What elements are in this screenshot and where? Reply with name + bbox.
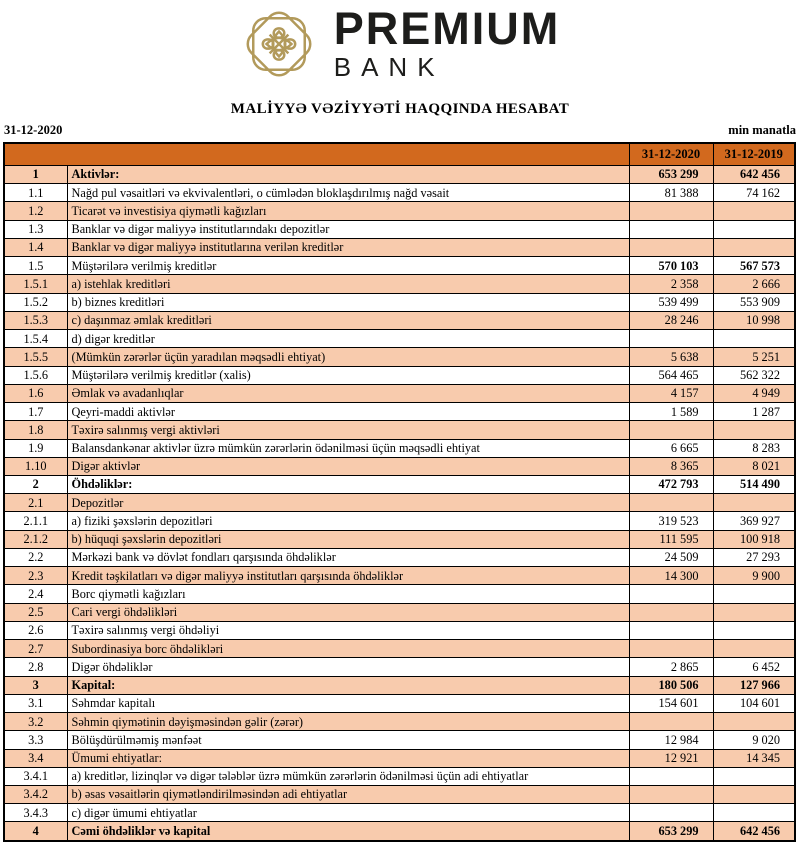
row-number: 2.8 [4, 658, 67, 676]
value-2019 [713, 238, 795, 256]
value-2019: 27 293 [713, 548, 795, 566]
value-2020: 2 358 [629, 275, 713, 293]
row-number: 2.1.2 [4, 530, 67, 548]
value-2020: 12 921 [629, 749, 713, 767]
value-2020 [629, 713, 713, 731]
table-row [4, 785, 795, 803]
row-number: 2.5 [4, 603, 67, 621]
row-label: Öhdəliklər: [67, 475, 629, 493]
value-2019: 9 020 [713, 731, 795, 749]
row-label: Təxirə salınmış vergi aktivləri [67, 421, 629, 439]
row-number: 1.6 [4, 384, 67, 402]
value-2020: 653 299 [629, 166, 713, 184]
row-label: Subordinasiya borc öhdəlikləri [67, 640, 629, 658]
value-2019 [713, 767, 795, 785]
value-2020 [629, 238, 713, 256]
table-row [4, 567, 795, 585]
value-2020: 14 300 [629, 567, 713, 585]
row-label: Kapital: [67, 676, 629, 694]
table-row [4, 640, 795, 658]
row-number: 3.1 [4, 694, 67, 712]
table-row [4, 767, 795, 785]
table-row [4, 585, 795, 603]
value-2020: 12 984 [629, 731, 713, 749]
table-row [4, 749, 795, 767]
value-2019: 104 601 [713, 694, 795, 712]
value-2019: 2 666 [713, 275, 795, 293]
value-2019: 8 021 [713, 457, 795, 475]
table-row [4, 439, 795, 457]
row-label: Ümumi ehtiyatlar: [67, 749, 629, 767]
row-label: Aktivlər: [67, 166, 629, 184]
table-row [4, 330, 795, 348]
row-number: 3.4 [4, 749, 67, 767]
row-number: 1 [4, 166, 67, 184]
report-meta [4, 123, 796, 138]
row-number: 1.9 [4, 439, 67, 457]
row-number: 2.1.1 [4, 512, 67, 530]
row-number: 2.1 [4, 494, 67, 512]
row-label: Cəmi öhdəliklər və kapital [67, 822, 629, 841]
row-number: 1.5 [4, 257, 67, 275]
row-label: b) hüquqi şəxslərin depozitləri [67, 530, 629, 548]
value-2019 [713, 421, 795, 439]
row-label: Borc qiymətli kağızları [67, 585, 629, 603]
table-row [4, 658, 795, 676]
table-row [4, 822, 795, 841]
row-label: Cari vergi öhdəlikləri [67, 603, 629, 621]
row-number: 1.4 [4, 238, 67, 256]
value-2019: 10 998 [713, 311, 795, 329]
value-2020: 6 665 [629, 439, 713, 457]
value-2020: 81 388 [629, 184, 713, 202]
row-number: 1.8 [4, 421, 67, 439]
value-2020 [629, 767, 713, 785]
row-label: Səhmdar kapitalı [67, 694, 629, 712]
row-label: Depozitlər [67, 494, 629, 512]
value-2020 [629, 330, 713, 348]
table-row [4, 384, 795, 402]
value-2019: 642 456 [713, 166, 795, 184]
row-number: 2.4 [4, 585, 67, 603]
table-row [4, 603, 795, 621]
row-label: b) əsas vəsaitlərin qiymətləndirilməsindən adi ehtiyatlar [67, 785, 629, 803]
premium-bank-knot-icon [240, 4, 318, 84]
table-row [4, 475, 795, 493]
value-2020 [629, 603, 713, 621]
brand-name: PREMIUM [333, 3, 561, 54]
table-row [4, 713, 795, 731]
row-label: Əmlak və avadanlıqlar [67, 384, 629, 402]
row-number: 1.5.5 [4, 348, 67, 366]
row-number: 1.1 [4, 184, 67, 202]
row-label: (Mümkün zərərlər üçün yaradılan məqsədli ehtiyat) [67, 348, 629, 366]
value-2020: 5 638 [629, 348, 713, 366]
row-number: 1.5.2 [4, 293, 67, 311]
brand-text [333, 3, 561, 82]
row-label: c) daşınmaz əmlak kreditləri [67, 311, 629, 329]
row-label: d) digər kreditlər [67, 330, 629, 348]
row-number: 4 [4, 822, 67, 841]
financial-position-table [3, 142, 796, 842]
table-row [4, 676, 795, 694]
value-2019 [713, 804, 795, 822]
table-row [4, 311, 795, 329]
value-2019: 9 900 [713, 567, 795, 585]
value-2019: 642 456 [713, 822, 795, 841]
value-2020: 111 595 [629, 530, 713, 548]
value-2020: 4 157 [629, 384, 713, 402]
row-label: Bölüşdürülməmiş mənfəət [67, 731, 629, 749]
value-2020: 472 793 [629, 475, 713, 493]
value-2020: 570 103 [629, 257, 713, 275]
table-row [4, 166, 795, 184]
value-2020: 2 865 [629, 658, 713, 676]
value-2019: 562 322 [713, 366, 795, 384]
value-2020 [629, 202, 713, 220]
row-label: a) istehlak kreditləri [67, 275, 629, 293]
row-label: Balansdankənar aktivlər üzrə mümkün zərərlərin ödənilməsi üçün məqsədli ehtiyat [67, 439, 629, 457]
row-label: Digər aktivlər [67, 457, 629, 475]
value-2019 [713, 785, 795, 803]
table-row [4, 275, 795, 293]
value-2019 [713, 713, 795, 731]
row-number: 1.10 [4, 457, 67, 475]
report-title: MALİYYƏ VƏZİYYƏTİ HAQQINDA HESABAT [230, 101, 570, 117]
value-2020: 1 589 [629, 403, 713, 421]
value-2019: 8 283 [713, 439, 795, 457]
table-row [4, 621, 795, 639]
table-row [4, 804, 795, 822]
value-2020 [629, 585, 713, 603]
value-2020 [629, 421, 713, 439]
header-empty-cell [4, 143, 629, 166]
value-2019 [713, 621, 795, 639]
value-2019: 553 909 [713, 293, 795, 311]
header-col-2020: 31-12-2020 [629, 143, 713, 166]
value-2020 [629, 640, 713, 658]
row-label: Mərkəzi bank və dövlət fondları qarşısında öhdəliklər [67, 548, 629, 566]
table-row [4, 731, 795, 749]
value-2020: 24 509 [629, 548, 713, 566]
row-number: 2.7 [4, 640, 67, 658]
value-2020: 564 465 [629, 366, 713, 384]
row-number: 2.6 [4, 621, 67, 639]
row-number: 1.5.6 [4, 366, 67, 384]
value-2020: 653 299 [629, 822, 713, 841]
row-label: Banklar və digər maliyyə institutlarına verilən kreditlər [67, 238, 629, 256]
row-number: 3.4.2 [4, 785, 67, 803]
value-2019 [713, 585, 795, 603]
brand-subtitle: BANK [333, 52, 445, 82]
value-2019: 74 162 [713, 184, 795, 202]
table-row [4, 220, 795, 238]
table-row [4, 512, 795, 530]
value-2019 [713, 202, 795, 220]
report-date: 31-12-2020 [4, 123, 63, 137]
row-label: Digər öhdəliklər [67, 658, 629, 676]
row-number: 2.3 [4, 567, 67, 585]
logo [0, 4, 800, 84]
value-2020: 539 499 [629, 293, 713, 311]
row-number: 2.2 [4, 548, 67, 566]
row-label: Ticarət və investisiya qiymətli kağızları [67, 202, 629, 220]
value-2019: 369 927 [713, 512, 795, 530]
row-label: Qeyri-maddi aktivlər [67, 403, 629, 421]
table-row [4, 366, 795, 384]
row-number: 3 [4, 676, 67, 694]
table-row [4, 403, 795, 421]
value-2020 [629, 220, 713, 238]
value-2019: 6 452 [713, 658, 795, 676]
value-2019: 127 966 [713, 676, 795, 694]
row-label: Banklar və digər maliyyə institutlarındakı depozitlər [67, 220, 629, 238]
value-2019: 1 287 [713, 403, 795, 421]
table-row [4, 202, 795, 220]
table-row [4, 293, 795, 311]
value-2020: 180 506 [629, 676, 713, 694]
value-2019 [713, 494, 795, 512]
row-number: 1.3 [4, 220, 67, 238]
row-label: Kredit təşkilatları və digər maliyyə institutları qarşısında öhdəliklər [67, 567, 629, 585]
row-label: Təxirə salınmış vergi öhdəliyi [67, 621, 629, 639]
row-number: 3.4.3 [4, 804, 67, 822]
row-number: 1.7 [4, 403, 67, 421]
value-2020 [629, 785, 713, 803]
row-number: 1.5.3 [4, 311, 67, 329]
row-number: 1.5.1 [4, 275, 67, 293]
row-number: 1.5.4 [4, 330, 67, 348]
value-2019: 5 251 [713, 348, 795, 366]
header-col-2019: 31-12-2019 [713, 143, 795, 166]
table-row [4, 238, 795, 256]
value-2019 [713, 640, 795, 658]
table-row [4, 530, 795, 548]
value-2020 [629, 621, 713, 639]
value-2019 [713, 330, 795, 348]
table-header-row [4, 143, 795, 166]
table-row [4, 348, 795, 366]
unit-label: min manatla [728, 123, 796, 137]
row-number: 3.3 [4, 731, 67, 749]
table-row [4, 457, 795, 475]
row-number: 3.2 [4, 713, 67, 731]
value-2019: 14 345 [713, 749, 795, 767]
table-row [4, 257, 795, 275]
row-label: a) kreditlər, lizinqlər və digər tələblər üzrə mümkün zərərlərin ödənilməsi üçün adi ehtiyatlar [67, 767, 629, 785]
value-2020: 8 365 [629, 457, 713, 475]
value-2019: 100 918 [713, 530, 795, 548]
row-label: c) digər ümumi ehtiyatlar [67, 804, 629, 822]
row-label: Müştərilərə verilmiş kreditlər [67, 257, 629, 275]
row-label: a) fiziki şəxslərin depozitləri [67, 512, 629, 530]
value-2020 [629, 494, 713, 512]
value-2019 [713, 220, 795, 238]
row-number: 2 [4, 475, 67, 493]
table-row [4, 184, 795, 202]
row-label: Nağd pul vəsaitləri və ekvivalentləri, o cümlədən bloklaşdırılmış nağd vəsait [67, 184, 629, 202]
value-2019: 4 949 [713, 384, 795, 402]
value-2019 [713, 603, 795, 621]
value-2019: 514 490 [713, 475, 795, 493]
value-2020: 319 523 [629, 512, 713, 530]
value-2020: 28 246 [629, 311, 713, 329]
row-label: b) biznes kreditləri [67, 293, 629, 311]
table-row [4, 421, 795, 439]
row-label: Müştərilərə verilmiş kreditlər (xalis) [67, 366, 629, 384]
row-number: 1.2 [4, 202, 67, 220]
row-label: Səhmin qiymətinin dəyişməsindən gəlir (zərər) [67, 713, 629, 731]
table-row [4, 494, 795, 512]
row-number: 3.4.1 [4, 767, 67, 785]
value-2020: 154 601 [629, 694, 713, 712]
table-row [4, 548, 795, 566]
table-row [4, 694, 795, 712]
value-2019: 567 573 [713, 257, 795, 275]
value-2020 [629, 804, 713, 822]
